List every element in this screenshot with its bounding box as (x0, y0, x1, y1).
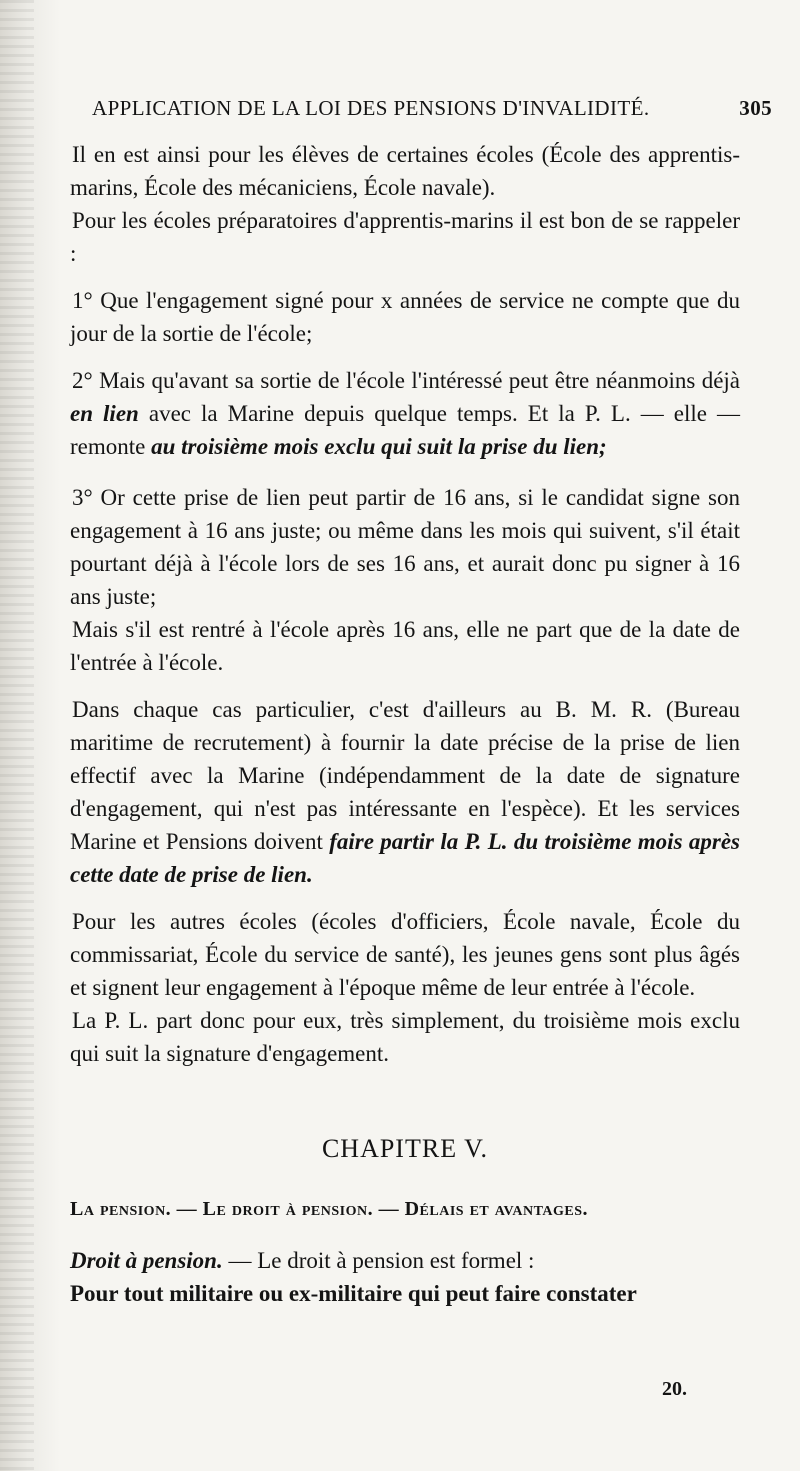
page-binding-edge (0, 0, 34, 1471)
paragraph-2: Pour les écoles préparatoires d'apprentis-marins il est bon de se rappeler : (70, 208, 740, 266)
paragraph-3: 1° Que l'engagement signé pour x années de service ne compte que du jour de la sortie de l'école; (70, 288, 740, 346)
paragraph-4-emphasis-b: au troisième mois exclu qui suit la prise du lien; (151, 434, 607, 459)
paragraph-4-emphasis-a: en lien (70, 401, 139, 426)
paragraph-9: La P. L. part donc pour eux, très simplement, du troisième mois exclu qui suit la signature d'engagement. (70, 1008, 740, 1066)
paragraph-4 (70, 364, 740, 463)
running-title: APPLICATION DE LA LOI DES PENSIONS D'INVALIDITÉ. (92, 96, 650, 120)
paragraph-4-text-a: 2° Mais qu'avant sa sortie de l'école l'intéressé peut être néanmoins déjà (72, 368, 740, 393)
section-lead: Droit à pension. (70, 1248, 223, 1273)
paragraph-6: Mais s'il est rentré à l'école après 16 ans, elle ne part que de la date de l'entrée à l'école. (70, 617, 740, 675)
signature-mark: 20. (662, 1378, 687, 1400)
paragraph-5: 3° Or cette prise de lien peut partir de 16 ans, si le candidat signe son engagement à 16 ans juste; ou même dans les mois qui suivent, s'il était pourtant déjà à l'école lors de ses 16 ans, et aurait donc pu signer à 16 ans juste; (70, 485, 740, 609)
chapter-subtitle: La pension. — Le droit à pension. — Délais et avantages. (70, 1198, 588, 1220)
page-number: 305 (739, 96, 772, 120)
section-last-line: Pour tout militaire ou ex-militaire qui peut faire constater (70, 1281, 637, 1306)
section-paragraph (70, 1244, 740, 1277)
paragraph-8: Pour les autres écoles (écoles d'officiers, École navale, École du commissariat, École du service de santé), les jeunes gens sont plus âgés et signent leur engagement à l'époque même de leur entrée à l'école. (70, 909, 740, 1000)
chapter-title: CHAPITRE V. (321, 1134, 489, 1163)
paragraph-4-text-b: avec la Marine depuis quelque temps. Et la P. L. — elle — remonte (70, 401, 741, 459)
section-text: — Le droit à pension est formel : (222, 1248, 535, 1273)
paragraph-7-emphasis: faire partir la P. L. du troisième mois après cette date de prise de lien. (70, 829, 740, 887)
paragraph-7 (70, 693, 740, 891)
paragraph-7-text: Dans chaque cas particulier, c'est d'ailleurs au B. M. R. (Bureau maritime de recrutement) à fournir la date précise de la prise de lien effectif avec la Marine (indépendamment de la date de signature d'engagement, qui n'est pas intéressante en l'espèce). Et les services Marine et Pensions doivent (70, 697, 740, 854)
page-header (92, 96, 772, 130)
page-body (70, 138, 740, 1310)
paragraph-1: Il en est ainsi pour les élèves de certaines écoles (École des apprentis-marins, École des mécaniciens, École navale). (70, 142, 740, 200)
